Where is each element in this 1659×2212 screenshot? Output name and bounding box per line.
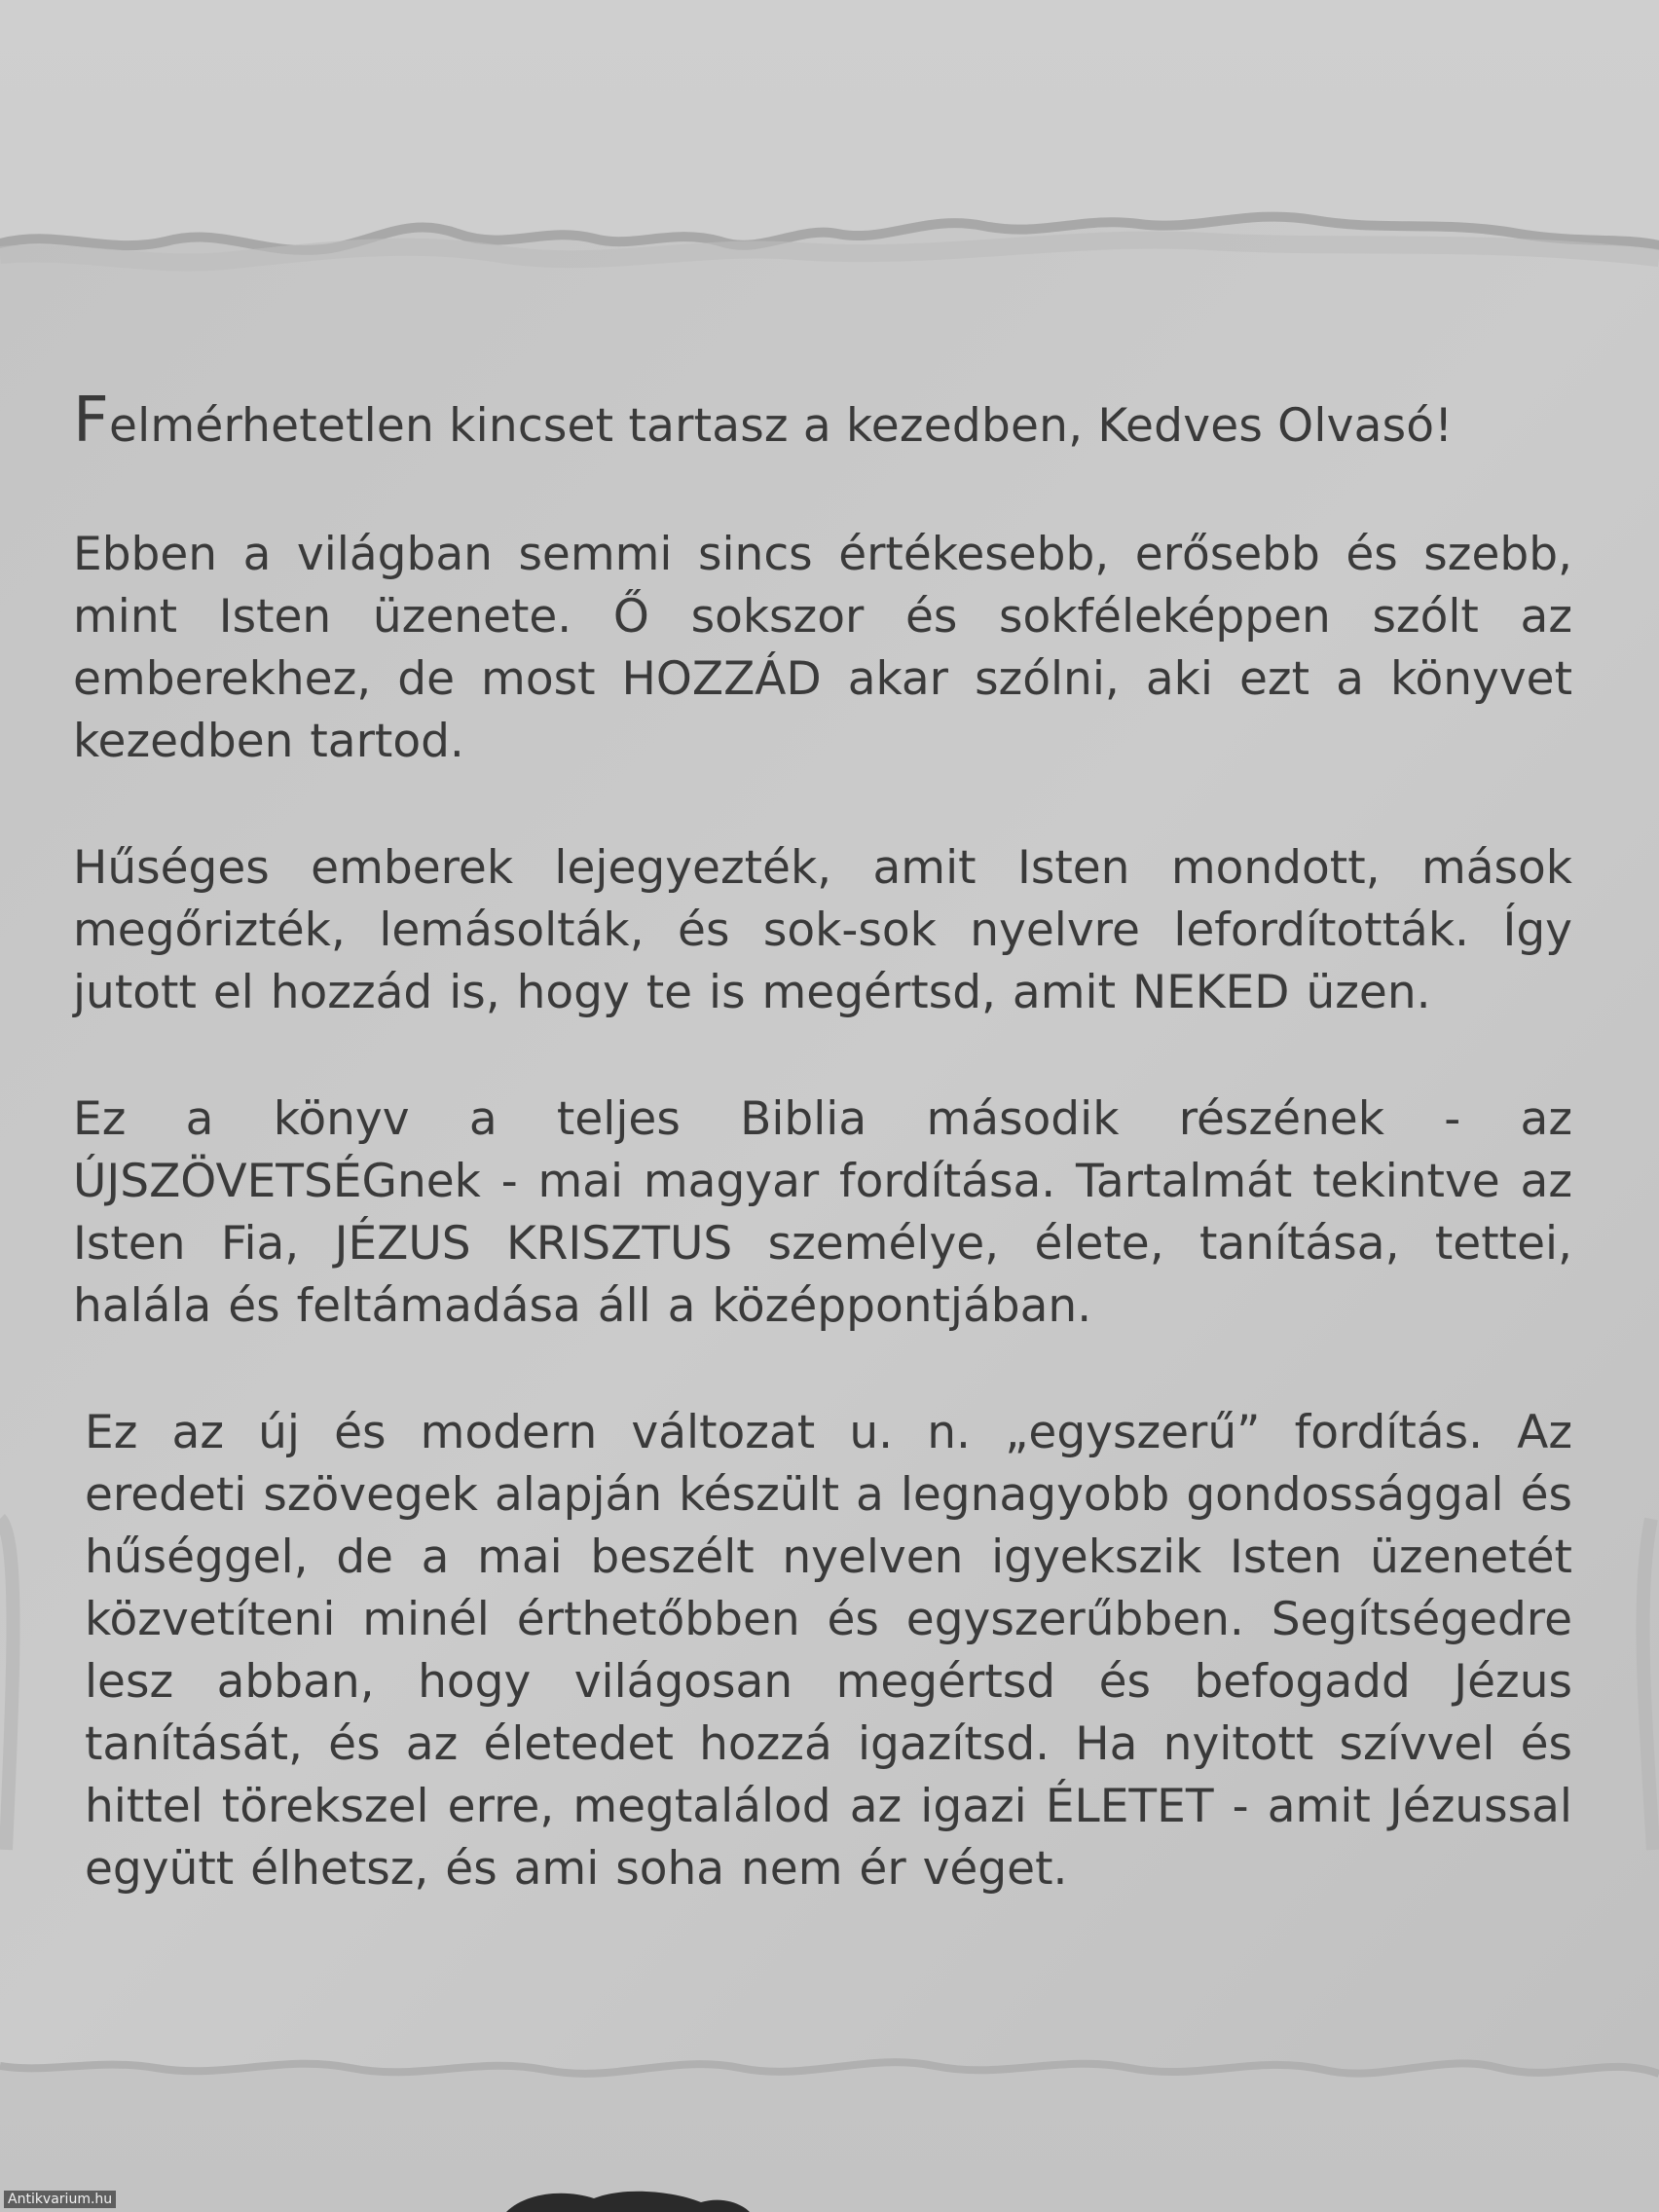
paragraph-2: Hűséges emberek lejegyezték, amit Isten mondott, mások megőrizték, lemásolták, és sok-sok nyelvre lefordították. Így jutott el hozzád is, hogy te is megértsd, amit NEKED üzen. [73,841,1572,1019]
intro-text [73,385,1572,1965]
paragraph-4: Ez az új és modern változat u. n. „egyszerű” fordítás. Az eredeti szövegek alapján készült a legnagyobb gondossággal és hűséggel, de a mai beszélt nyelven igyekszik Isten üzenetét közvetíteni minél érthetőbben és egyszerűbben. Segítségedre lesz abban, hogy világosan megértsd és befogadd Jézus tanítását, és az életedet hozzá igazítsd. Ha nyitott szívvel és hittel törekszel erre, megtalálod az igazi ÉLETET - amit Jézussal együtt élhetsz, és ami soha nem ér véget. [85,1406,1572,1896]
watermark: Antikvarium.hu [4,2191,116,2208]
greeting-initial: F [73,385,110,457]
paragraph-3: Ez a könyv a teljes Biblia második részének - az ÚJSZÖVETSÉGnek - mai magyar fordítása. Tartalmát tekintve az Isten Fia, JÉZUS KRISZTUS személye, élete, tanítása, tettei, halála és feltámadása áll a középpontjában. [73,1092,1572,1333]
paragraph-1: Ebben a világban semmi sincs értékesebb, erősebb és szebb, mint Isten üzenete. Ő sokszor és sokféleképpen szólt az emberekhez, de most HOZZÁD akar szólni, aki ezt a könyvet kezedben tartod. [73,528,1572,768]
greeting-line [73,385,1572,458]
greeting-text: elmérhetetlen kincset tartasz a kezedben, Kedves Olvasó! [109,399,1454,453]
